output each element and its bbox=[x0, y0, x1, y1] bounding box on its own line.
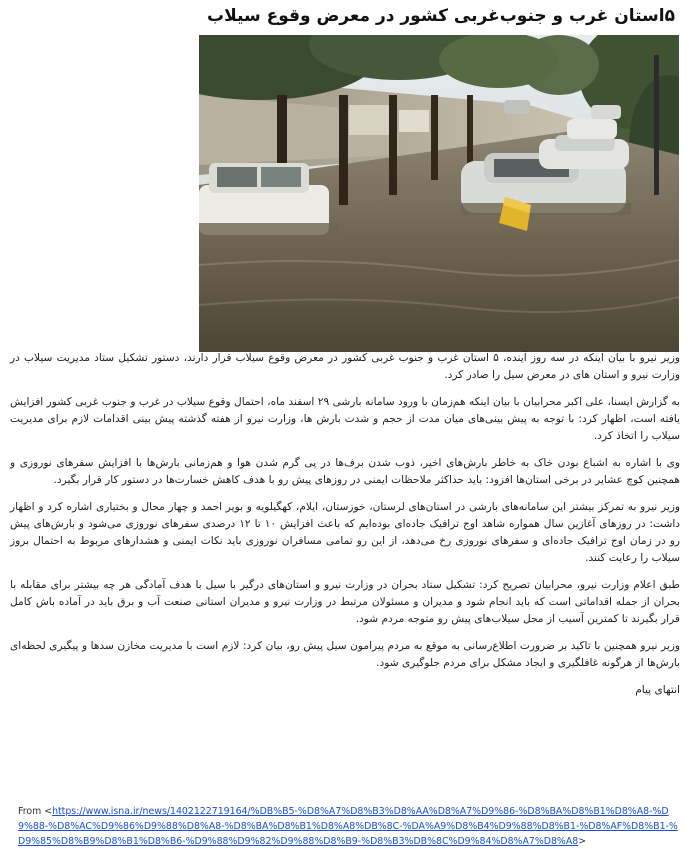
source-link[interactable]: https://www.isna.ir/news/1402122719164/%DB%B5-%D8%A7%D8%B3%D8%AA%D8%A7%D9%86-%D8%BA%D8%B1%D8%A8-%D9%88-%D8%AC%D9%86%D9%88%D8%A8-%D8%BA%D8%B1%D8%A8%DB%8C-%DA%A9%D8%B4%D9%88%D8%B1-%D8%AF%D8%B1-%D9%85%D8%B9%D8%B1%D8%B6-%D9%88%D9%82%D9%88%D8%B9-%D8%B3%DB%8C%D9%84%D8%A7%D8%A8 bbox=[18, 806, 678, 847]
article-paragraph: وزیر نیرو به تمرکز بیشتر این سامانه‌های بارشی در استان‌های لرستان، خوزستان، ایلام، کهگیلویه و بویر احمد و چهار محال و بختیاری اشاره کرد و اظهار داشت: در روزهای آغازین سال همواره شاهد اوج ترافیک جاده‌ای بوده‌ایم که باعث افزایش ۱۰ تا ۱۲ درصدی سفرهای نوروزی می‌شود و بارش‌های پیش رو در زمان اوج ترافیک جاده‌ای و سفرهای نوروزی رخ می‌دهد، از این رو تمامی مسافران نوروزی باید نکات ایمنی و هشدارهای مربوط به احتمال بروز سیلاب را رعایت کنند. bbox=[10, 501, 680, 564]
source-prefix: From < bbox=[18, 806, 53, 817]
flooded-street-photo bbox=[199, 35, 679, 352]
source-line bbox=[18, 804, 682, 849]
article-body bbox=[10, 350, 680, 709]
article-signoff: انتهای پیام bbox=[635, 684, 680, 696]
article-paragraph: وزیر نیرو همچنین با تاکید بر ضرورت اطلاع‌رسانی به موقع به مردم پیرامون سیل پیش رو، بیان کرد: لازم است با مدیریت مخازن سدها و پیگیری لحظه‌ای بارش‌ها از هرگونه غافلگیری و ایجاد مشکل برای مردم جلوگیری شود. bbox=[10, 640, 680, 669]
article-paragraph: وزیر نیرو با بیان اینکه در سه روز آینده، ۵ استان غرب و جنوب غربی کشور در معرض وقوع سیلاب قرار دارند، دستور تشکیل ستاد مدیریت سیلاب در وزارت نیرو و استان های در معرض سیل را صادر کرد. bbox=[10, 352, 680, 381]
article-paragraph: طبق اعلام وزارت نیرو، محرابیان تصریح کرد: تشکیل ستاد بحران در وزارت نیرو و استان‌های درگیر با سیل با هدف آمادگی هر چه بیشتر برای مقابله با بحران از جمله اقداماتی است که باید انجام شود و مدیران و مسئولان مرتبط در وزارت نیرو و مدیران استانی صنعت آب و برق باید در آماده باش کامل قرار بگیرند تا کمترین آسیب از محل سیلاب‌های پیش رو متوجه مردم شود. bbox=[10, 579, 680, 625]
source-suffix: > bbox=[578, 836, 587, 847]
article-headline: ۵استان غرب و جنوب‌غربی کشور در معرض وقوع سیلاب bbox=[207, 6, 675, 26]
article-paragraph: وی با اشاره به اشباع بودن خاک به خاطر بارش‌های اخیر، ذوب شدن برف‌ها در پی گرم شدن هوا و هم‌زمانی بارش‌ها با افزایش سفرهای نوروزی و همچنین کوچ عشایر در برخی استان‌ها افزود: باید حداکثر ملاحظات ایمنی در روزهای پیش رو با هدف کاهش خسارت‌ها در دستور کار قرار بگیرد. bbox=[10, 457, 680, 486]
article-paragraph: به گزارش ایسنا، علی اکبر محرابیان با بیان اینکه هم‌زمان با ورود سامانه بارشی ۲۹ اسفند ماه، احتمال وقوع سیلاب در غرب و جنوب غربی کشور افزایش یافته است، اظهار کرد: با توجه به پیش بینی‌های میان مدت از حجم و شدت بارش ها، وزارت نیرو از هفته گذشته پیش بینی اقدامات لازم برای مدیریت سیلاب را اتخاذ کرد. bbox=[10, 396, 680, 442]
